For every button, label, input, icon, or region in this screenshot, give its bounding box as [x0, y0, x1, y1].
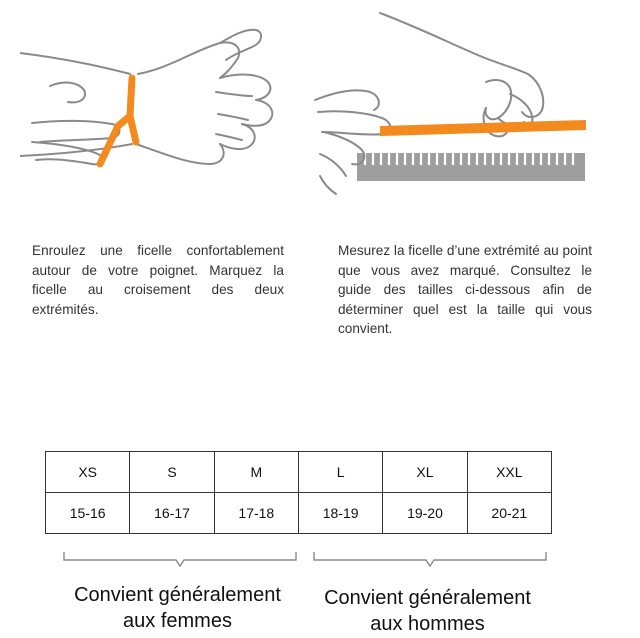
- size-cell-xxl: XXL: [467, 452, 551, 493]
- size-row: [46, 452, 552, 493]
- women-brace-icon: [60, 548, 300, 570]
- hand-ruler-measure-illustration-icon: [310, 8, 630, 208]
- range-cell-xxl: 20-21: [467, 493, 551, 534]
- size-cell-m: M: [214, 452, 298, 493]
- women-label-line1: Convient généralement: [74, 584, 281, 606]
- size-cell-xl: XL: [383, 452, 467, 493]
- size-cell-s: S: [130, 452, 214, 493]
- instruction-wrap-string: Enroulez une ficelle confortablement autour de votre poignet. Marquez la ficelle au croisement des deux extrémités.: [32, 243, 284, 317]
- hand-wrist-string-illustration-icon: [20, 8, 310, 208]
- women-group-label: [45, 582, 310, 634]
- range-cell-l: 18-19: [298, 493, 382, 534]
- men-brace-icon: [310, 548, 550, 570]
- size-cell-l: L: [298, 452, 382, 493]
- range-cell-m: 17-18: [214, 493, 298, 534]
- range-cell-xl: 19-20: [383, 493, 467, 534]
- men-label-line2: aux hommes: [370, 613, 485, 635]
- range-cell-xs: 15-16: [46, 493, 130, 534]
- range-cell-s: 16-17: [130, 493, 214, 534]
- women-label-line2: aux femmes: [123, 610, 232, 632]
- size-cell-xs: XS: [46, 452, 130, 493]
- size-table: [45, 451, 552, 534]
- men-group-label: [300, 585, 555, 637]
- instruction-measure-string: Mesurez la ficelle d’une extrémité au point que vous avez marqué. Consultez le guide des tailles ci-dessous afin de déterminer quel est la taille qui vous convient.: [338, 243, 592, 336]
- men-label-line1: Convient généralement: [324, 587, 531, 609]
- range-row: [46, 493, 552, 534]
